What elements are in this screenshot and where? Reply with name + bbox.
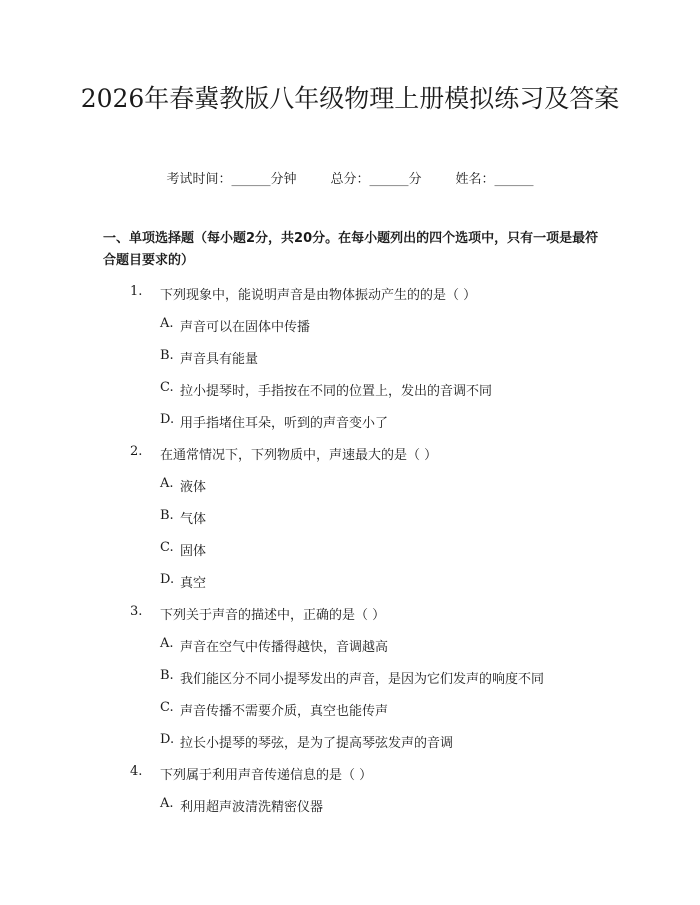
option-letter: D. <box>160 732 175 747</box>
option-letter: D. <box>160 572 175 587</box>
option-text: 用手指堵住耳朵，听到的声音变小了 <box>180 416 389 431</box>
option-text: 气体 <box>180 512 207 527</box>
option-text: 固体 <box>180 544 207 559</box>
option-letter: D. <box>160 412 175 427</box>
exam-info-line <box>0 168 700 187</box>
exam-time-field: 考试时间：______分钟 <box>166 172 297 187</box>
question-text: 在通常情况下，下列物质中，声速最大的是（ ） <box>160 448 438 463</box>
option-letter: C. <box>160 700 174 715</box>
option-text: 真空 <box>180 576 207 591</box>
question-number: 4. <box>130 764 143 779</box>
option-text: 声音传播不需要介质，真空也能传声 <box>180 704 389 719</box>
option-text: 拉小提琴时，手指按在不同的位置上，发出的音调不同 <box>180 384 493 399</box>
page-title: 2026年春冀教版八年级物理上册模拟练习及答案 <box>80 84 620 113</box>
option-letter: B. <box>160 508 174 523</box>
option-text: 液体 <box>180 480 207 495</box>
total-score-field: 总分：______分 <box>330 172 422 187</box>
option-letter: A. <box>160 476 174 491</box>
option-text: 拉长小提琴的琴弦，是为了提高琴弦发声的音调 <box>180 736 454 751</box>
section-heading: 一、单项选择题（每小题2分，共20分。在每小题列出的四个选项中，只有一项是最符合题目要求的） <box>103 231 599 268</box>
option-letter: C. <box>160 380 174 395</box>
option-letter: A. <box>160 796 174 811</box>
option-letter: A. <box>160 316 174 331</box>
student-name-field: 姓名：______ <box>455 172 534 187</box>
option-text: 声音可以在固体中传播 <box>180 320 311 335</box>
option-text: 我们能区分不同小提琴发出的声音，是因为它们发声的响度不同 <box>180 672 545 687</box>
question-text: 下列属于利用声音传递信息的是（ ） <box>160 768 373 783</box>
question-number: 3. <box>130 604 143 619</box>
option-text: 声音具有能量 <box>180 352 259 367</box>
option-letter: C. <box>160 540 174 555</box>
option-letter: B. <box>160 668 174 683</box>
option-letter: B. <box>160 348 174 363</box>
question-text: 下列现象中，能说明声音是由物体振动产生的的是（ ） <box>160 288 477 303</box>
question-number: 1. <box>130 284 143 299</box>
option-text: 声音在空气中传播得越快，音调越高 <box>180 640 389 655</box>
question-number: 2. <box>130 444 143 459</box>
question-text: 下列关于声音的描述中，正确的是（ ） <box>160 608 386 623</box>
option-letter: A. <box>160 636 174 651</box>
option-text: 利用超声波清洗精密仪器 <box>180 800 324 815</box>
